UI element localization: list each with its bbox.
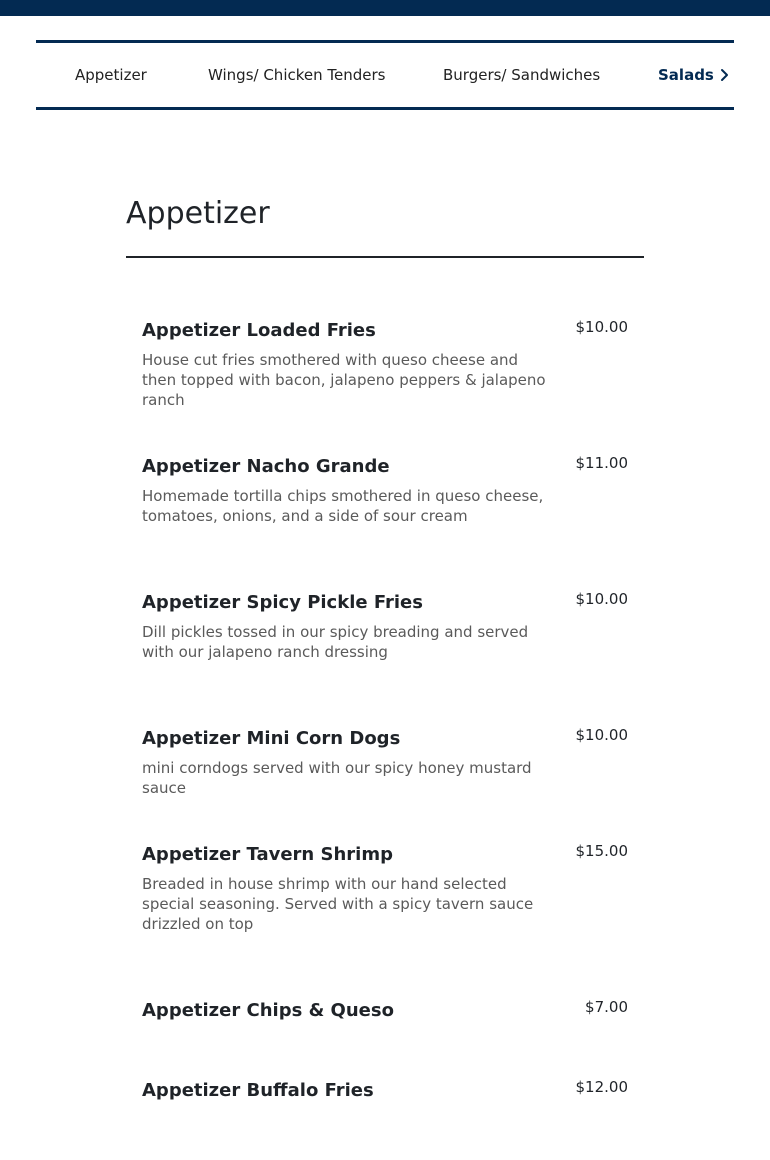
category-nav [36,40,734,110]
category-tab-wings-chicken-tenders[interactable]: Wings/ Chicken Tenders [208,66,386,84]
top-brand-bar [0,0,770,16]
menu-item-name: Appetizer Spicy Pickle Fries [142,592,423,613]
menu-item-name: Appetizer Loaded Fries [142,320,376,341]
menu-item-description: House cut fries smothered with queso cheese and then topped with bacon, jalapeno peppers & jalapeno ranch [142,351,546,409]
menu-item-name: Appetizer Tavern Shrimp [142,844,393,865]
menu-item-name: Appetizer Chips & Queso [142,1000,394,1021]
menu-item-price: $15.00 [575,842,628,860]
menu-item [142,454,628,526]
menu-item [142,318,628,410]
menu-item-price: $10.00 [575,726,628,744]
menu-item-price: $7.00 [585,998,628,1016]
section-divider [126,256,644,258]
category-tab-appetizer[interactable]: Appetizer [75,66,147,84]
menu-item-price: $10.00 [575,318,628,336]
menu-item-description: Homemade tortilla chips smothered in queso cheese, tomatoes, onions, and a side of sour cream [142,487,544,525]
chevron-right-icon[interactable] [716,65,734,85]
category-tab-salads[interactable]: Salads [658,66,714,84]
menu-item-price: $10.00 [575,590,628,608]
menu-item-price: $11.00 [575,454,628,472]
menu-item-name: Appetizer Mini Corn Dogs [142,728,401,749]
menu-item-description: Dill pickles tossed in our spicy breading and served with our jalapeno ranch dressing [142,623,529,661]
menu-item [142,998,628,1024]
section-title: Appetizer [126,196,270,231]
menu-item-description: Breaded in house shrimp with our hand selected special seasoning. Served with a spicy tavern sauce drizzled on top [142,875,534,933]
menu-item [142,590,628,662]
menu-item-price: $12.00 [575,1078,628,1096]
menu-item-name: Appetizer Nacho Grande [142,456,390,477]
category-tab-burgers-sandwiches[interactable]: Burgers/ Sandwiches [443,66,601,84]
menu-item [142,726,628,798]
menu-item-name: Appetizer Buffalo Fries [142,1080,374,1101]
menu-item-description: mini corndogs served with our spicy honey mustard sauce [142,759,532,797]
menu-item [142,842,628,934]
menu-item [142,1078,628,1104]
